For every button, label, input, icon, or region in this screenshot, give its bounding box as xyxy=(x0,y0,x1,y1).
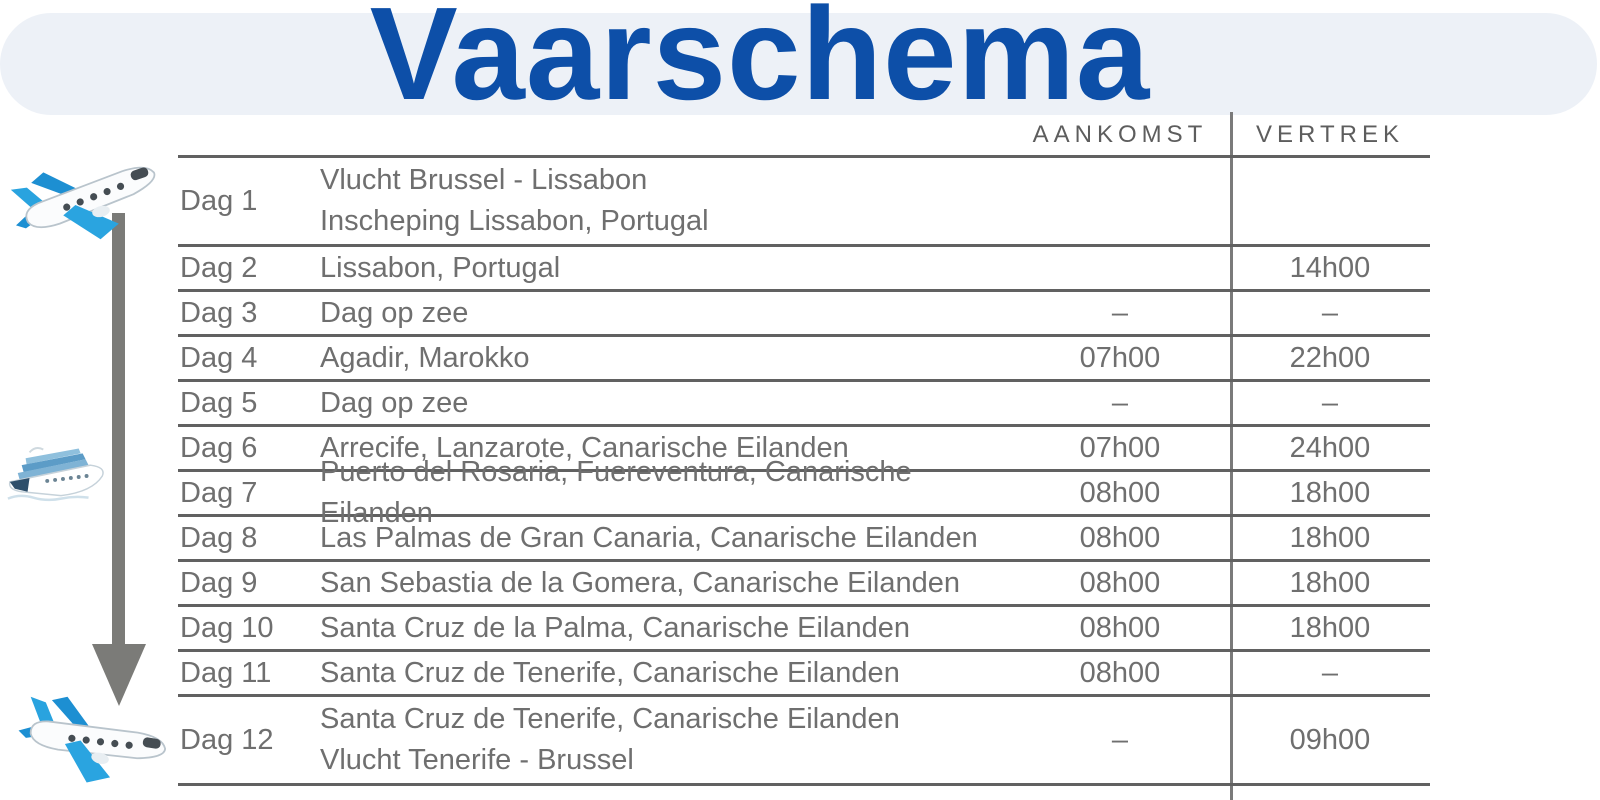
description-line: San Sebastia de la Gomera, Canarische Eilanden xyxy=(320,566,960,599)
description-line: Vlucht Brussel - Lissabon xyxy=(320,164,648,196)
day-label: Dag 1 xyxy=(180,184,258,217)
description-cell xyxy=(320,293,1010,334)
description-cell xyxy=(320,653,1010,694)
vertrek-cell: 18h00 xyxy=(1289,611,1371,644)
table-row xyxy=(178,158,1430,247)
vertrek-cell: – xyxy=(1321,296,1339,329)
aankomst-cell: 08h00 xyxy=(1079,521,1161,554)
description-line: Vlucht Tenerife - Brussel xyxy=(320,744,634,776)
table-row xyxy=(178,652,1430,697)
description-cell xyxy=(320,160,1010,242)
description-line: Las Palmas de Gran Canaria, Canarische Eilanden xyxy=(320,521,978,554)
description-line: Arrecife, Lanzarote, Canarische Eilanden xyxy=(320,431,849,464)
aankomst-cell: 08h00 xyxy=(1079,566,1161,599)
aankomst-cell: 08h00 xyxy=(1079,611,1161,644)
description-cell xyxy=(320,608,1010,649)
day-label: Dag 9 xyxy=(180,566,258,599)
table-row xyxy=(178,517,1430,562)
airplane-takeoff-icon xyxy=(3,135,174,265)
table-row xyxy=(178,697,1430,786)
table-row xyxy=(178,292,1430,337)
table-row xyxy=(178,456,1430,529)
table-row xyxy=(178,247,1430,292)
aankomst-cell: 08h00 xyxy=(1079,656,1161,689)
page-title: Vaarschema xyxy=(369,0,1151,127)
vertrek-cell: 22h00 xyxy=(1289,341,1371,374)
description-line: Santa Cruz de Tenerife, Canarische Eilanden xyxy=(320,656,900,689)
vertrek-cell: 18h00 xyxy=(1289,521,1371,554)
table-row xyxy=(178,562,1430,607)
vertrek-cell: 18h00 xyxy=(1289,566,1371,599)
table-row xyxy=(178,337,1430,382)
schedule-table xyxy=(178,155,1430,786)
vertrek-cell: – xyxy=(1321,656,1339,689)
vertrek-cell: – xyxy=(1321,386,1339,419)
day-label: Dag 12 xyxy=(180,723,274,756)
description-line: Inscheping Lissabon, Portugal xyxy=(320,205,709,237)
description-line: Dag op zee xyxy=(320,296,469,329)
aankomst-cell: – xyxy=(1111,296,1129,329)
table-row xyxy=(178,607,1430,652)
description-line: Dag op zee xyxy=(320,386,469,419)
aankomst-cell: 07h00 xyxy=(1079,431,1161,464)
description-line: Lissabon, Portugal xyxy=(320,251,561,284)
table-row xyxy=(178,382,1430,427)
vertrek-cell: 18h00 xyxy=(1289,476,1371,509)
description-line: Puerto del Rosaria, Fuereventura, Canarische Eilanden xyxy=(320,456,912,529)
day-label: Dag 2 xyxy=(180,251,258,284)
description-line: Santa Cruz de la Palma, Canarische Eilanden xyxy=(320,611,910,644)
column-header-aankomst: AANKOMST xyxy=(1032,121,1208,148)
day-label: Dag 11 xyxy=(180,656,272,689)
day-label: Dag 7 xyxy=(180,476,258,509)
aankomst-cell: 07h00 xyxy=(1079,341,1161,374)
vertrek-cell: 24h00 xyxy=(1289,431,1371,464)
description-line: Santa Cruz de Tenerife, Canarische Eilanden xyxy=(320,703,900,735)
description-cell xyxy=(320,518,1010,559)
day-label: Dag 8 xyxy=(180,521,258,554)
description-cell xyxy=(320,563,1010,604)
description-cell xyxy=(320,248,1010,289)
day-label: Dag 4 xyxy=(180,341,258,374)
description-cell xyxy=(320,383,1010,424)
airplane-landing-icon xyxy=(9,677,180,800)
vertrek-cell: 14h00 xyxy=(1289,251,1371,284)
description-cell xyxy=(320,338,1010,379)
aankomst-cell: – xyxy=(1111,386,1129,419)
day-label: Dag 6 xyxy=(180,431,258,464)
route-arrow-shaft xyxy=(112,213,125,645)
cruise-ship-icon xyxy=(2,432,120,520)
description-line: Agadir, Marokko xyxy=(320,341,530,374)
vertrek-cell: 09h00 xyxy=(1289,723,1371,756)
day-label: Dag 3 xyxy=(180,296,258,329)
day-label: Dag 10 xyxy=(180,611,274,644)
column-header-vertrek: VERTREK xyxy=(1256,121,1404,148)
column-headers xyxy=(178,121,1430,149)
day-label: Dag 5 xyxy=(180,386,258,419)
description-cell xyxy=(320,699,1010,781)
aankomst-cell: – xyxy=(1111,723,1129,756)
aankomst-cell: 08h00 xyxy=(1079,476,1161,509)
